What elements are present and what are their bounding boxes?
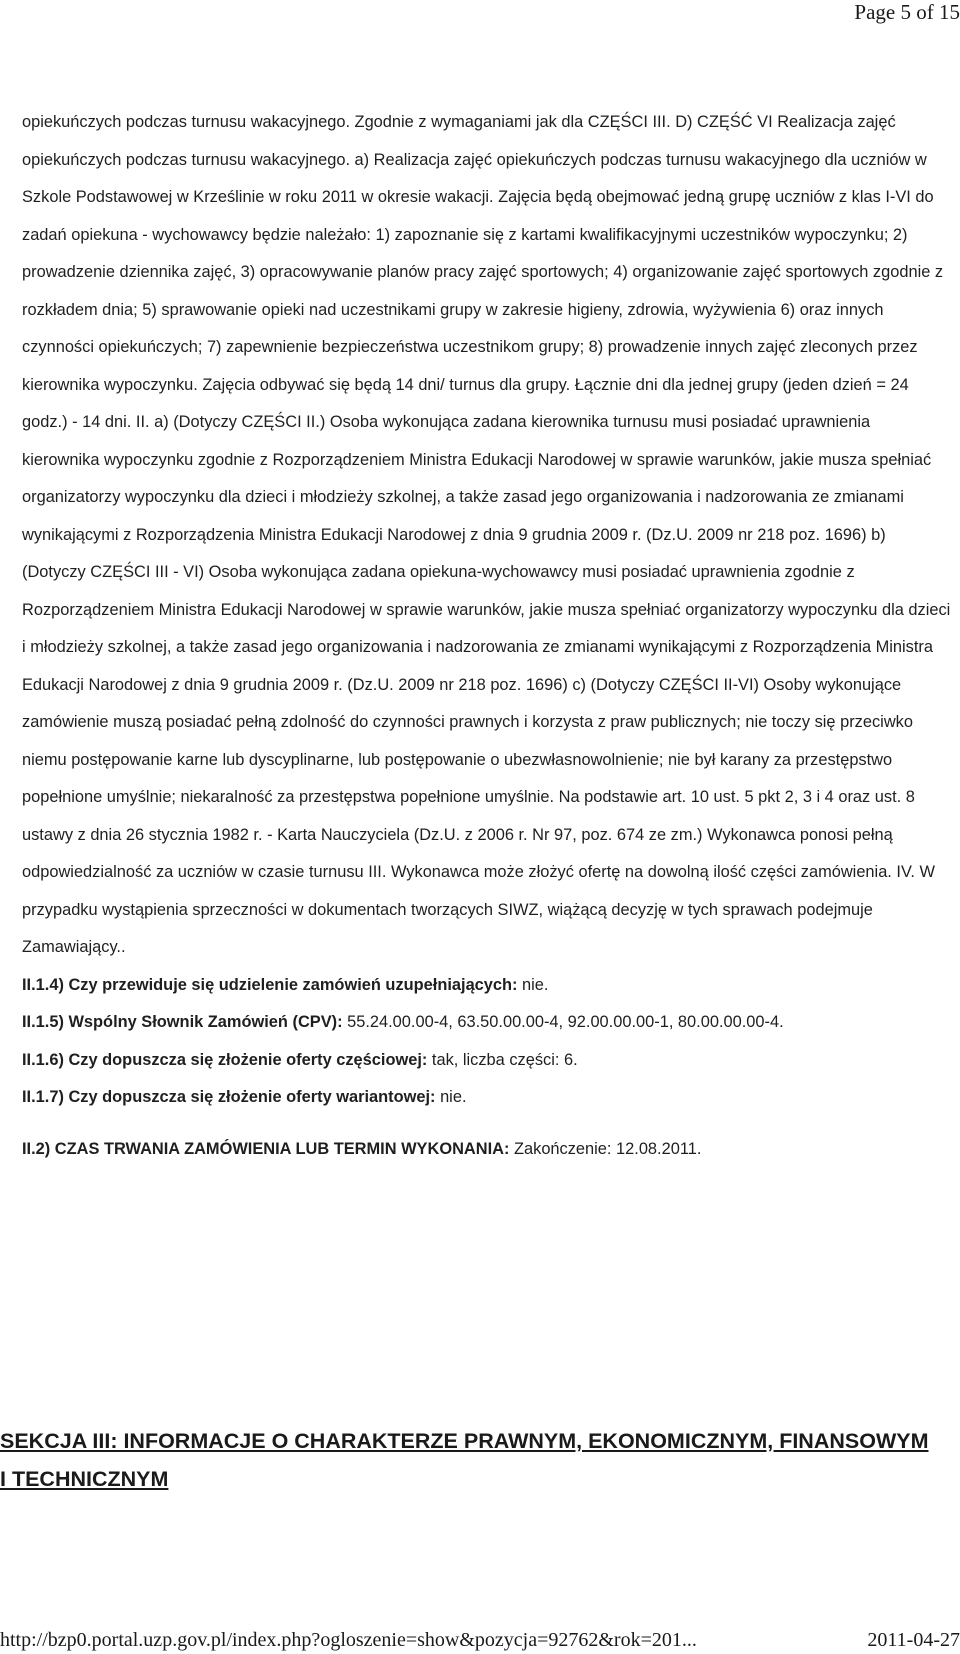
field-value: nie. (517, 975, 549, 994)
field-label: II.1.4) Czy przewiduje się udzielenie zamówień uzupełniających: (22, 975, 518, 994)
field-cpv (22, 1004, 952, 1042)
footer-url: http://bzp0.portal.uzp.gov.pl/index.php?ogloszenie=show&pozycja=92762&rok=201... (0, 1629, 697, 1651)
field-value: 55.24.00.00-4, 63.50.00.00-4, 92.00.00.00-1, 80.00.00.00-4. (342, 1013, 784, 1031)
footer-date: 2011-04-27 (867, 1629, 960, 1651)
field-label: II.1.7) Czy dopuszcza się złożenie oferty wariantowej: (22, 1088, 436, 1106)
field-variant-offer (22, 1079, 952, 1117)
field-label: II.2) CZAS TRWANIA ZAMÓWIENIA LUB TERMIN WYKONANIA: (22, 1139, 510, 1158)
field-duration (22, 1131, 952, 1169)
field-value: tak, liczba części: 6. (427, 1050, 578, 1069)
field-partial-offer (22, 1042, 952, 1080)
field-label: II.1.5) Wspólny Słownik Zamówień (CPV): (22, 1013, 343, 1031)
document-body (22, 104, 952, 1168)
section-heading: SEKCJA III: INFORMACJE O CHARAKTERZE PRAWNYM, EKONOMICZNYM, FINANSOWYM I TECHNICZNYM (0, 1429, 929, 1491)
page-number: Page 5 of 15 (854, 0, 960, 24)
field-supplementary-orders (22, 967, 952, 1005)
field-label: II.1.6) Czy dopuszcza się złożenie oferty częściowej: (22, 1050, 428, 1069)
field-value: nie. (435, 1088, 467, 1106)
field-value: Zakończenie: 12.08.2011. (509, 1139, 702, 1158)
description-paragraph: opiekuńczych podczas turnusu wakacyjnego. Zgodnie z wymaganiami jak dla CZĘŚCI III. D) CZĘŚĆ VI Realizacja zajęć opiekuńczych podczas turnusu wakacyjnego. a) Realizacja zajęć opiekuńczych podczas turnusu wakacyjnego dla uczniów w Szkole Podstawowej w Krześlinie w roku 2011 w okresie wakacji. Zajęcia będą obejmować jedną grupę uczniów z klas I-VI do zadań opiekuna - wychowawcy będzie należało: 1) zapoznanie się z kartami kwalifikacyjnymi uczestników wypoczynku; 2) prowadzenie dziennika zajęć, 3) opracowywanie planów pracy zajęć sportowych; 4) organizowanie zajęć sportowych zgodnie z rozkładem dnia; 5) sprawowanie opieki nad uczestnikami grupy w zakresie higieny, zdrowia, wyżywienia 6) oraz innych czynności opiekuńczych; 7) zapewnienie bezpieczeństwa uczestnikom grupy; 8) prowadzenie innych zajęć zleconych przez kierownika wypoczynku. Zajęcia odbywać się będą 14 dni/ turnus dla grupy. Łącznie dni dla jednej grupy (jeden dzień = 24 godz.) - 14 dni. II. a) (Dotyczy CZĘŚCI II.) Osoba wykonująca zadana kierownika turnusu musi posiadać uprawnienia kierownika wypoczynku zgodnie z Rozporządzeniem Ministra Edukacji Narodowej w sprawie warunków, jakie musza spełniać organizatorzy wypoczynku dla dzieci i młodzieży szkolnej, a także zasad jego organizowania i nadzorowania ze zmianami wynikającymi z Rozporządzenia Ministra Edukacji Narodowej z dnia 9 grudnia 2009 r. (Dz.U. 2009 nr 218 poz. 1696) b) (Dotyczy CZĘŚCI III - VI) Osoba wykonująca zadana opiekuna-wychowawcy musi posiadać uprawnienia zgodnie z Rozporządzeniem Ministra Edukacji Narodowej w sprawie warunków, jakie musza spełniać organizatorzy wypoczynku dla dzieci i młodzieży szkolnej, a także zasad jego organizowania i nadzorowania ze zmianami wynikającymi z Rozporządzenia Ministra Edukacji Narodowej z dnia 9 grudnia 2009 r. (Dz.U. 2009 nr 218 poz. 1696) c) (Dotyczy CZĘŚCI II-VI) Osoby wykonujące zamówienie muszą posiadać pełną zdolność do czynności prawnych i korzysta z praw publicznych; nie toczy się przeciwko niemu postępowanie karne lub dyscyplinarne, lub postępowanie o ubezwłasnowolnienie; nie był karany za przestępstwo popełnione umyślnie; niekaralność za przestępstwa popełnione umyślnie. Na podstawie art. 10 ust. 5 pkt 2, 3 i 4 oraz ust. 8 ustawy z dnia 26 stycznia 1982 r. - Karta Nauczyciela (Dz.U. z 2006 r. Nr 97, poz. 674 ze zm.) Wykonawca ponosi pełną odpowiedzialność za uczniów w czasie turnusu III. Wykonawca może złożyć ofertę na dowolną ilość części zamówienia. IV. W przypadku wystąpienia sprzeczności w dokumentach tworzących SIWZ, wiążącą decyzję w tych sprawach podejmuje Zamawiający.. (22, 113, 951, 956)
